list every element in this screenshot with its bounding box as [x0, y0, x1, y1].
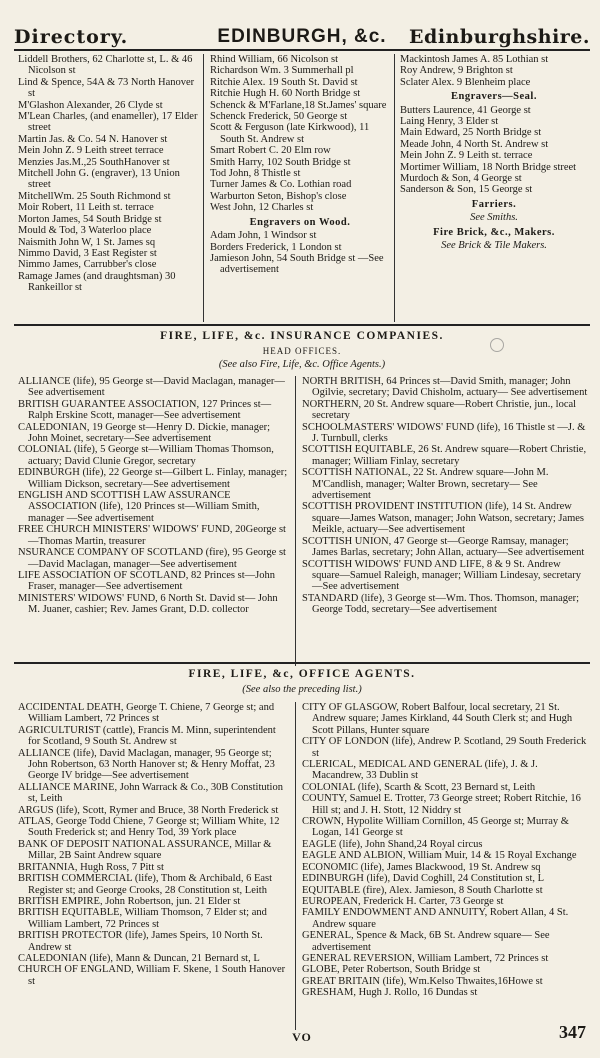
agent-entry: ALLIANCE (life), David Maclagan, manager, 95 George st; John Robertson, 63 North Hanover st; & Henry Moffat, 23 George IV bridge—See advertisement	[18, 747, 275, 782]
insurance-entry: ENGLISH AND SCOTTISH LAW ASSURANCE ASSOCIATION (life), 120 Princes st—William Smith, manager —See advertisement	[18, 490, 260, 524]
directory-entry: Warburton Seton, Bishop's close	[210, 190, 347, 202]
directory-entry: Butters Laurence, 41 George st	[400, 104, 531, 116]
top-column-3	[400, 54, 588, 252]
insurance-entry: LIFE ASSOCIATION OF SCOTLAND, 82 Princes st—John Fraser, manager—See advertisement	[18, 569, 275, 593]
directory-entry: Sanderson & Son, 15 George st	[400, 184, 533, 196]
insurance-entry: STANDARD (life), 3 George st—Wm. Thos. Thomson, manager; George Todd, secretary—See advertisement	[302, 592, 580, 616]
agents-title: FIRE, LIFE, &c, OFFICE AGENTS.	[188, 668, 416, 680]
insurance-entry: NORTH BRITISH, 64 Princes st—David Smith, manager; John Ogilvie, secretary; David Chisholm, actuary— See advertisement	[302, 376, 588, 399]
insurance-entry: COLONIAL (life), 5 George st—William Thomas Thomson, actuary; David Clunie Gregor, secretary	[18, 444, 274, 467]
section-rule	[14, 662, 590, 664]
agent-entry: EUROPEAN, Frederick H. Carter, 73 George st	[302, 895, 504, 907]
insurance-entry: SCOTTISH NATIONAL, 22 St. Andrew square—John M. M'Candlish, manager; Walter Brown, secretary— See advertisement	[302, 467, 549, 502]
header-center: EDINBURGH, &c.	[217, 26, 387, 47]
insurance-entry: NORTHERN, 20 St. Andrew square—Robert Christie, jun., local secretary	[302, 398, 577, 422]
section-heading: Engravers on Wood.	[249, 216, 351, 228]
insurance-entry: FREE CHURCH MINISTERS' WIDOWS' FUND, 20George st—Thomas Martin, treasurer	[18, 524, 286, 547]
agent-entry: GENERAL, Spence & Mack, 6B St. Andrew square— See advertisement	[302, 930, 550, 953]
directory-entry: Rhind William, 66 Nicolson st	[210, 54, 339, 65]
agent-entry: EAGLE (life), John Shand,24 Royal circus	[302, 838, 483, 850]
directory-entry: Borders Frederick, 1 London st	[210, 241, 342, 253]
column-divider	[295, 702, 296, 1030]
agent-entry: GREAT BRITAIN (life), Wm.Kelso Thwaites,16Howe st	[302, 975, 543, 987]
directory-entry: Ramage James (and draughtsman) 30 Rankeillor st	[18, 270, 176, 294]
agent-entry: CITY OF LONDON (life), Andrew P. Scotland, 29 South Frederick st	[302, 736, 587, 759]
agent-entry: COLONIAL (life), Scarth & Scott, 23 Bernard st, Leith	[302, 781, 536, 793]
directory-entry: Mould & Tod, 3 Waterloo place	[18, 225, 152, 237]
agent-entry: ACCIDENTAL DEATH, George T. Chiene, 7 George st; and William Lambert, 72 Princes st	[18, 702, 275, 725]
directory-entry: Ritchie Alex. 19 South St. David st	[210, 76, 358, 88]
column-divider	[203, 54, 204, 322]
directory-entry: Mitchell John G. (engraver), 13 Union street	[18, 168, 180, 191]
directory-entry: Ritchie Hugh H. 60 North Bridge st	[210, 88, 361, 100]
directory-entry: Schenck & M'Farlane,18 St.James' square	[210, 99, 387, 111]
insurance-left-column	[18, 376, 288, 616]
insurance-entry: SCOTTISH EQUITABLE, 26 St. Andrew square—Robert Christie, manager; William Finlay, secretary	[302, 444, 587, 467]
directory-entry: Morton James, 54 South Bridge st	[18, 213, 162, 225]
top-column-1	[18, 54, 200, 294]
agent-entry: CALEDONIAN (life), Mann & Duncan, 21 Bernard st, L	[18, 952, 260, 964]
agent-entry: ARGUS (life), Scott, Rymer and Bruce, 38 North Frederick st	[18, 804, 279, 816]
agent-entry: GENERAL REVERSION, William Lambert, 72 Princes st	[302, 952, 549, 964]
agents-left-column	[18, 702, 288, 987]
header-rule	[14, 49, 590, 51]
agent-entry: EQUITABLE (fire), Alex. Jamieson, 8 South Charlotte st	[302, 884, 543, 896]
insurance-right-column	[302, 376, 588, 616]
section-heading: Engravers—Seal.	[451, 91, 537, 103]
agent-entry: CLERICAL, MEDICAL AND GENERAL (life), J. & J. Macandrew, 33 Dublin st	[302, 759, 538, 782]
agent-entry: CROWN, Hypolite William Cornillon, 45 George st; Murray & Logan, 141 George st	[302, 816, 569, 839]
agent-entry: BRITANNIA, Hugh Ross, 7 Pitt st	[18, 861, 164, 873]
directory-entry: Jamieson John, 54 South Bridge st —See advertisement	[210, 252, 384, 276]
insurance-entry: EDINBURGH (life), 22 George st—Gilbert L. Finlay, manager; William Dickson, secretary—See advertisement	[18, 467, 288, 490]
insurance-note: (See also Fire, Life, &c. Office Agents.)	[218, 359, 386, 370]
agent-entry: ECONOMIC (life), James Blackwood, 19 St. Andrew sq	[302, 861, 541, 873]
insurance-entry: SCOTTISH UNION, 47 George st—George Ramsay, manager; James Barlas, secretary; John Allan, actuary—See advertisement	[302, 535, 585, 559]
insurance-entry: NSURANCE COMPANY OF SCOTLAND (fire), 95 George st—David Maclagan, manager—See advertisement	[18, 547, 286, 570]
insurance-entry: SCOTTISH PROVIDENT INSTITUTION (life), 14 St. Andrew square—James Watson, manager; John Watson, secretary; James Meikle, actuary—See advertisement	[302, 501, 585, 536]
directory-entry: Main Edward, 25 North Bridge st	[400, 127, 542, 139]
directory-entry: Laing Henry, 3 Elder st	[400, 116, 499, 128]
directory-entry: Richardson Wm. 3 Summerhall pl	[210, 65, 354, 77]
directory-entry: Roy Andrew, 9 Brighton st	[400, 65, 513, 77]
agent-entry: EDINBURGH (life), David Coghill, 24 Constitution st, L	[302, 873, 545, 885]
section-rule	[14, 324, 590, 326]
insurance-entry: SCOTTISH WIDOWS' FUND AND LIFE, 8 & 9 St. Andrew square—Samuel Raleigh, manager; William Lindesay, secretary—See advertisement	[302, 558, 581, 593]
directory-entry: Naismith John W, 1 St. James sq	[18, 236, 156, 248]
insurance-subtitle: HEAD OFFICES.	[262, 346, 342, 356]
directory-entry: M'Glashon Alexander, 26 Clyde st	[18, 99, 163, 111]
insurance-entry: BRITISH GUARANTEE ASSOCIATION, 127 Princes st— Ralph Erskine Scott, manager—See advertisement	[18, 398, 272, 422]
directory-entry: West John, 12 Charles st	[210, 202, 314, 214]
agent-entry: CITY OF GLASGOW, Robert Balfour, local secretary, 21 St. Andrew square; James Kirkland, 44 South Clerk st; and Hugh Scott Pillans, Hunter square	[302, 702, 573, 736]
directory-entry: M'Lean Charles, (and enameller), 17 Elder street	[18, 111, 198, 134]
directory-entry: Scott & Ferguson (late Kirkwood), 11 South St. Andrew st	[210, 122, 370, 145]
directory-entry: Lind & Spence, 54A & 73 North Hanover st	[18, 76, 195, 100]
agents-note: (See also the preceding list.)	[242, 684, 362, 695]
insurance-entry: ALLIANCE (life), 95 George st—David Maclagan, manager—See advertisement	[18, 376, 285, 399]
agent-entry: CHURCH OF ENGLAND, William F. Skene, 1 South Hanover st	[18, 964, 286, 987]
column-divider	[394, 54, 395, 322]
cross-reference: See Smiths.	[470, 212, 518, 224]
directory-entry: Nimmo David, 3 East Register st	[18, 247, 157, 259]
agent-entry: BRITISH PROTECTOR (life), James Speirs, 10 North St. Andrew st	[18, 930, 263, 953]
directory-entry: Moir Robert, 11 Leith st. terrace	[18, 202, 154, 214]
insurance-entry: MINISTERS' WIDOWS' FUND, 6 North St. David st— John M. Juaner, cashier; Rev. James Grant, D.D. collector	[18, 592, 278, 616]
insurance-entry: SCHOOLMASTERS' WIDOWS' FUND (life), 16 Thistle st —J. & J. Turnbull, clerks	[302, 421, 586, 445]
page-number: 347	[559, 1022, 586, 1042]
insurance-entry: CALEDONIAN, 19 George st—Henry D. Dickie, manager; John Moinet, secretary—See advertisement	[18, 421, 271, 445]
agent-entry: BRITISH EMPIRE, John Robertson, jun. 21 Elder st	[18, 895, 241, 907]
directory-entry: Nimmo James, Carrubber's close	[18, 259, 157, 271]
directory-entry: Mortimer William, 18 North Bridge street	[400, 161, 577, 173]
insurance-title: FIRE, LIFE, &c. INSURANCE COMPANIES.	[160, 330, 444, 342]
agent-entry: BRITISH COMMERCIAL (life), Thom & Archibald, 6 East Register st; and George Crooks, 28 Constitution st, Leith	[18, 873, 273, 896]
directory-entry: Meade John, 4 North St. Andrew st	[400, 138, 549, 150]
agent-entry: ATLAS, George Todd Chiene, 7 George st; William White, 12 South Frederick st; and Henry Tod, 39 York place	[18, 816, 280, 839]
printer-signature: VO	[292, 1030, 312, 1044]
directory-entry: Liddell Brothers, 62 Charlotte st, L. & 46 Nicolson st	[18, 54, 193, 77]
agent-entry: FAMILY ENDOWMENT AND ANNUITY, Robert Allan, 4 St. Andrew square	[302, 907, 569, 930]
agents-right-column	[302, 702, 588, 999]
header-left: Directory.	[14, 26, 129, 48]
directory-entry: Smith Harry, 102 South Bridge st	[210, 156, 351, 168]
cross-reference: See Brick & Tile Makers.	[441, 240, 547, 252]
column-divider	[295, 376, 296, 666]
directory-entry: Mein John Z. 9 Leith street terrace	[18, 145, 164, 157]
directory-entry: Murdoch & Son, 4 George st	[400, 173, 522, 185]
directory-entry: Menzies Jas.M.,25 SouthHanover st	[18, 156, 170, 168]
agent-entry: BANK OF DEPOSIT NATIONAL ASSURANCE, Millar & Millar, 2B Saint Andrew square	[18, 838, 272, 862]
directory-entry: Smart Robert C. 20 Elm row	[210, 145, 331, 157]
directory-entry: Schenck Frederick, 50 George st	[210, 111, 348, 123]
directory-entry: MitchellWm. 25 South Richmond st	[18, 190, 171, 202]
directory-entry: Turner James & Co. Lothian road	[210, 179, 352, 191]
directory-entry: Tod John, 8 Thistle st	[210, 168, 301, 180]
section-heading: Fire Brick, &c., Makers.	[433, 226, 555, 238]
section-heading: Farriers.	[471, 198, 517, 210]
agent-entry: GRESHAM, Hugh J. Rollo, 16 Dundas st	[302, 987, 478, 999]
agent-entry: COUNTY, Samuel E. Trotter, 73 George street; Robert Ritchie, 16 Hill st; and J. H. Stott, 12 Niddry st	[302, 793, 581, 816]
directory-entry: Sclater Alex. 9 Blenheim place	[400, 76, 531, 88]
directory-entry: Mein John Z. 9 Leith st. terrace	[400, 150, 533, 162]
directory-entry: Mackintosh James A. 85 Lothian st	[400, 54, 549, 65]
agent-entry: EAGLE AND ALBION, William Muir, 14 & 15 Royal Exchange	[302, 850, 577, 862]
directory-entry: Adam John, 1 Windsor st	[210, 230, 317, 242]
top-column-2	[210, 54, 390, 276]
agent-entry: GLOBE, Peter Robertson, South Bridge st	[302, 964, 481, 976]
agent-entry: ALLIANCE MARINE, John Warrack & Co., 30B Constitution st, Leith	[18, 781, 283, 805]
agent-entry: BRITISH EQUITABLE, William Thomson, 7 Elder st; and William Lambert, 72 Princes st	[18, 907, 267, 930]
directory-entry: Martin Jas. & Co. 54 N. Hanover st	[18, 133, 168, 145]
directory-page	[14, 22, 590, 1052]
agent-entry: AGRICULTURIST (cattle), Francis M. Minn, superintendent for Scotland, 9 South St. Andrew st	[18, 724, 276, 748]
header-right: Edinburghshire.	[409, 26, 590, 48]
